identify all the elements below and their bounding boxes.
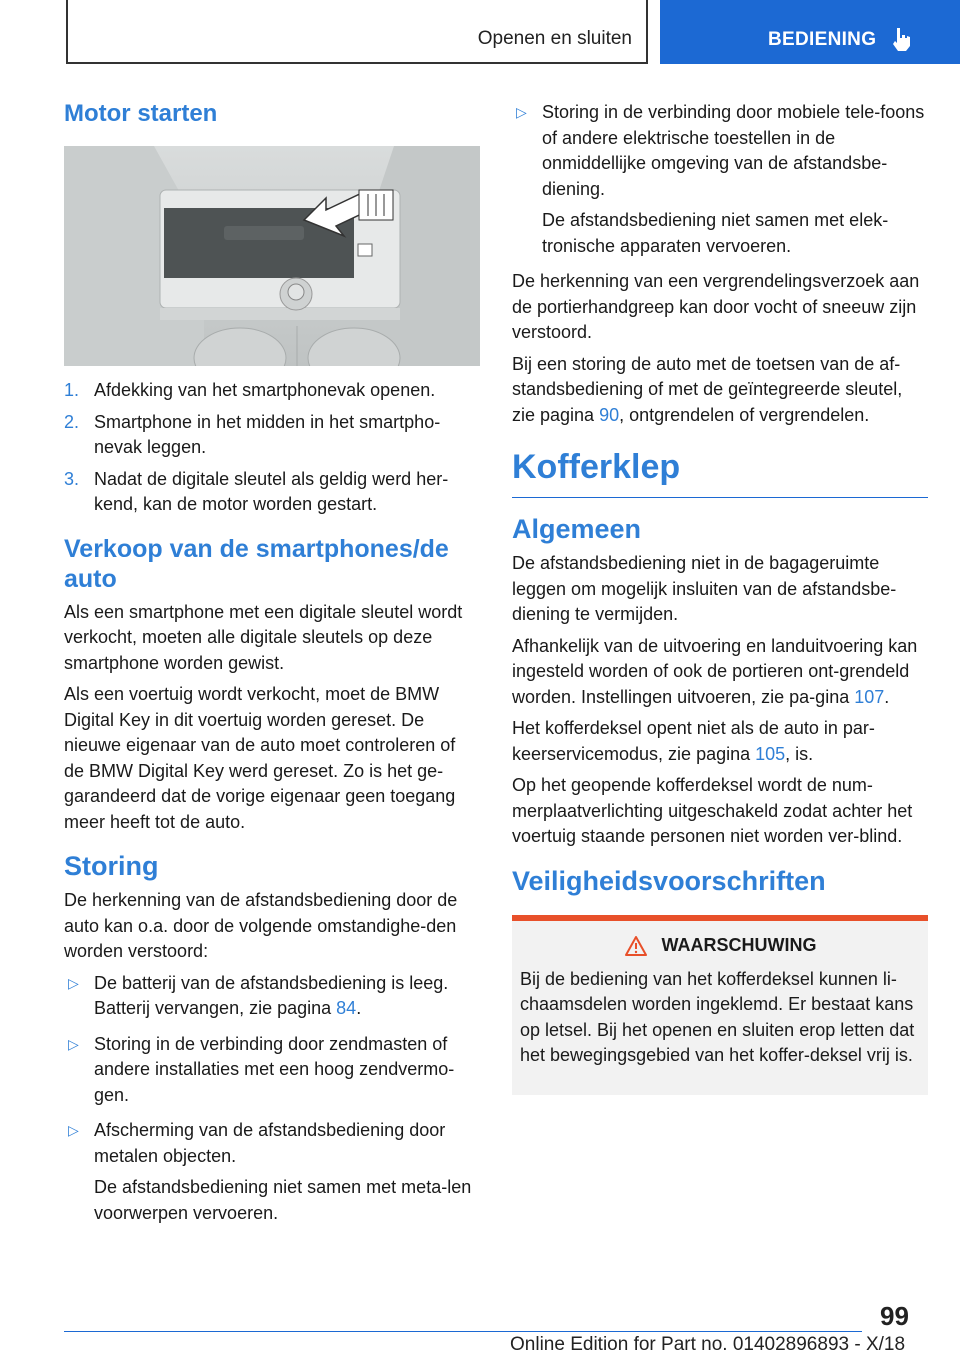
paragraph: Op het geopende kofferdeksel wordt de num‐merplaatverlichting uitgeschakeld zodat achter het voertuig staande personen niet worden ver‐blind.	[512, 775, 913, 846]
paragraph-text-end: , is.	[785, 743, 814, 764]
list-item	[64, 410, 480, 461]
list-item	[64, 971, 480, 1022]
item-text: Storing in de verbinding door zendmasten of andere installaties met een hoog zendvermo‐gen.	[94, 1033, 455, 1105]
triangle-bullet-icon: ▷	[68, 1122, 79, 1138]
warning-title: WAARSCHUWING	[661, 935, 817, 955]
storing-list-continued	[512, 100, 928, 259]
list-item	[64, 1032, 480, 1109]
step-number: 1.	[64, 380, 80, 400]
list-item	[512, 100, 928, 259]
paragraph	[512, 634, 928, 711]
footer-edition	[510, 1334, 905, 1356]
item-text: Storing in de verbinding door mobiele tele‐foons of andere elektrische toestellen in de onmiddellijke omgeving van de afstandsbe‐diening.	[542, 102, 925, 199]
paragraph: Als een voertuig wordt verkocht, moet de BMW Digital Key in dit voertuig worden gereset. De nieuwe eigenaar van de auto moet controleren of de BMW Digital Key werd gereset. Zo is het ge‐garandeerd dat de vorige eigenaar geen toegang meer heeft tot de auto.	[64, 684, 456, 832]
warning-header	[520, 935, 920, 957]
triangle-bullet-icon: ▷	[516, 104, 527, 120]
motor-steps-list	[64, 378, 480, 518]
item-text: De batterij van de afstandsbediening is leeg. Batterij vervangen, zie pagina	[94, 972, 449, 1018]
storing-list	[64, 971, 480, 1227]
right-column	[512, 100, 928, 1095]
header-chapter-tab[interactable]	[660, 0, 960, 64]
footer-edition-text: Online Edition for Part no. 01402896893 - X/18	[510, 1334, 906, 1355]
step-number: 3.	[64, 468, 80, 489]
item-subtext: De afstandsbediening niet samen met meta‐len voorwerpen vervoeren.	[94, 1177, 472, 1223]
step-number: 2.	[64, 411, 80, 432]
header-section-title: Openen en sluiten	[477, 28, 632, 49]
page-reference-link[interactable]: 105	[755, 743, 786, 764]
paragraph-text: Bij een storing de auto met de toetsen van de af‐standsbediening of met de geïntegreerde sleutel, zie pagina	[512, 353, 903, 425]
paragraph	[512, 716, 928, 767]
smartphone-tray-photo	[64, 146, 480, 366]
heading-veiligheidsvoorschriften: Veiligheidsvoorschriften	[512, 865, 826, 896]
step-text: Smartphone in het midden in het smartpho‐nevak leggen.	[94, 411, 441, 457]
paragraph: De herkenning van de afstandsbediening door de auto kan o.a. door de volgende omstandighe‐den worden verstoord:	[64, 890, 458, 961]
heading-algemeen: Algemeen	[512, 514, 642, 544]
paragraph-text: Het kofferdeksel opent niet als de auto in par‐keerservicemodus, zie pagina	[512, 718, 875, 764]
page-reference-link[interactable]: 84	[336, 998, 357, 1018]
page-number: 99	[880, 1301, 909, 1331]
warning-triangle-icon	[624, 935, 648, 957]
warning-text: Bij de bediening van het kofferdeksel kunnen li‐chaamsdelen worden ingeklemd. Er bestaat kans op letsel. Bij het openen en sluiten erop letten dat het bewegingsgebied van het koffer‐deksel vrij is.	[520, 968, 915, 1065]
left-column	[64, 100, 480, 1236]
warning-box	[512, 915, 928, 1095]
step-text: Nadat de digitale sleutel als geldig werd her‐kend, kan de motor worden gestart.	[94, 468, 449, 514]
pointing-hand-icon	[890, 26, 912, 52]
list-item	[64, 1118, 480, 1226]
heading-verkoop: Verkoop van de smartphones/de auto	[64, 534, 449, 593]
heading-storing: Storing	[64, 851, 159, 881]
paragraph	[512, 352, 928, 429]
page-reference-link[interactable]: 107	[854, 686, 885, 707]
footer-divider	[64, 1331, 862, 1332]
paragraph: De afstandsbediening niet in de bagageruimte leggen om mogelijk insluiten van de afstandsbe‐diening te vermijden.	[512, 553, 897, 624]
paragraph: Als een smartphone met een digitale sleutel wordt verkocht, moeten alle digitale sleutels op deze smartphone worden gewist.	[64, 601, 463, 673]
triangle-bullet-icon: ▷	[68, 1035, 79, 1052]
header-section-tab	[66, 0, 648, 64]
item-text: Afscherming van de afstandsbediening door metalen objecten.	[94, 1120, 446, 1166]
heading-kofferklep: Kofferklep	[512, 448, 928, 498]
paragraph-text: Afhankelijk van de uitvoering en landuitvoering kan ingesteld worden of ook de portieren ont‐grendeld worden. Instellingen uitvoeren, zie pa‐gina	[512, 635, 918, 707]
page-reference-link[interactable]: 90	[599, 404, 620, 425]
list-item	[64, 467, 480, 518]
step-text: Afdekking van het smartphonevak openen.	[94, 380, 436, 400]
heading-motor-starten: Motor starten	[64, 100, 218, 127]
list-item	[64, 378, 480, 404]
header-chapter-title: BEDIENING	[768, 29, 877, 50]
triangle-bullet-icon: ▷	[68, 974, 79, 991]
paragraph-text-end: .	[884, 686, 890, 707]
item-text-end: .	[356, 998, 362, 1018]
item-subtext: De afstandsbediening niet samen met elek‐tronische apparaten vervoeren.	[542, 210, 889, 256]
paragraph-text-end: , ontgrendelen of vergrendelen.	[619, 404, 870, 425]
paragraph: De herkenning van een vergrendelingsverzoek aan de portierhandgreep kan door vocht of sneeuw zijn verstoord.	[512, 271, 920, 342]
